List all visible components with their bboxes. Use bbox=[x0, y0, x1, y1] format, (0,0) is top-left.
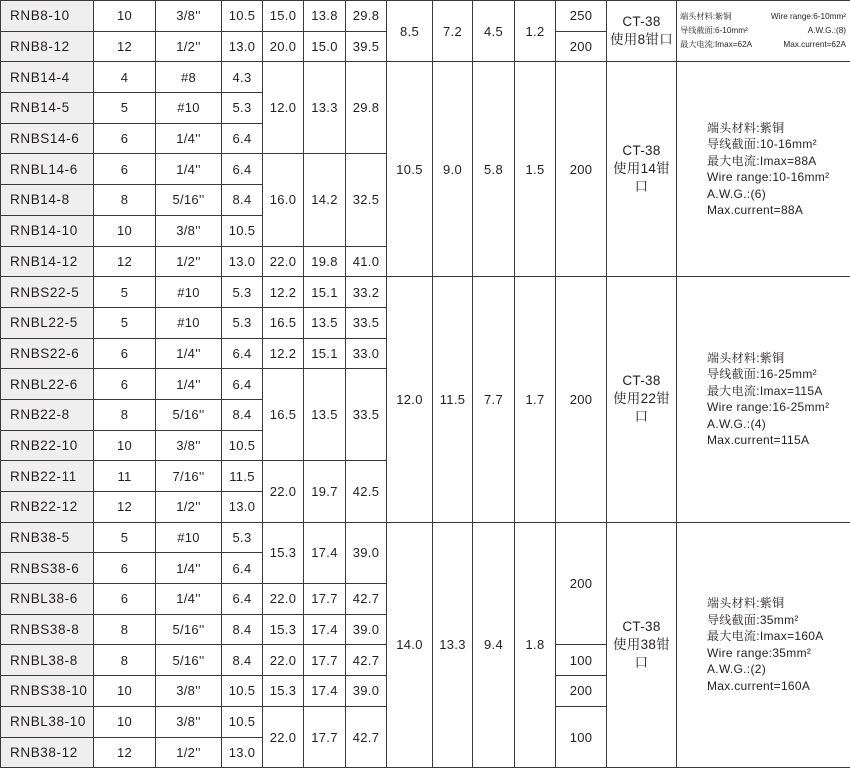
table-cell: 5 bbox=[94, 307, 156, 338]
table-cell: 10 bbox=[94, 676, 156, 707]
model-cell: RNBS22-6 bbox=[1, 338, 94, 369]
model-cell: RNBL38-8 bbox=[1, 645, 94, 676]
tool-jaw: 使用38钳口 bbox=[612, 636, 671, 670]
table-cell: 5/16'' bbox=[156, 645, 222, 676]
table-cell: 12 bbox=[94, 737, 156, 768]
table-cell: 33.2 bbox=[346, 277, 387, 308]
table-row bbox=[1, 522, 850, 553]
table-cell: 5/16'' bbox=[156, 399, 222, 430]
table-cell: 3/8'' bbox=[156, 215, 222, 246]
model-cell: RNB38-12 bbox=[1, 737, 94, 768]
table-cell: 5.3 bbox=[222, 307, 263, 338]
table-cell: 5 bbox=[94, 522, 156, 553]
table-row bbox=[1, 1, 850, 32]
table-cell: 17.7 bbox=[304, 645, 346, 676]
table-cell: 29.8 bbox=[346, 62, 387, 154]
table-cell: 6 bbox=[94, 369, 156, 400]
table-cell: 42.7 bbox=[346, 584, 387, 615]
note-imax: 最大电流:Imax=115A bbox=[707, 383, 823, 398]
table-cell: 6 bbox=[94, 154, 156, 185]
table-cell: 33.5 bbox=[346, 369, 387, 461]
table-cell: 22.0 bbox=[263, 246, 304, 277]
table-row bbox=[1, 277, 850, 308]
model-cell: RNB14-5 bbox=[1, 93, 94, 124]
table-cell: 15.0 bbox=[304, 31, 346, 62]
table-cell: 15.0 bbox=[263, 1, 304, 32]
table-cell: 10.5 bbox=[222, 676, 263, 707]
table-cell: 13.0 bbox=[222, 737, 263, 768]
table-cell: 33.0 bbox=[346, 338, 387, 369]
table-cell: 200 bbox=[556, 522, 607, 645]
table-cell: 8.4 bbox=[222, 614, 263, 645]
table-cell: 10 bbox=[94, 215, 156, 246]
table-cell: 5.8 bbox=[473, 62, 515, 277]
table-cell: 41.0 bbox=[346, 246, 387, 277]
table-cell: 11.5 bbox=[222, 461, 263, 492]
table-cell: 100 bbox=[556, 706, 607, 767]
table-cell: 42.7 bbox=[346, 706, 387, 767]
table-cell: #8 bbox=[156, 62, 222, 93]
table-cell: #10 bbox=[156, 93, 222, 124]
note-section: 导线截面:6-10mm² bbox=[680, 26, 748, 36]
note-imax: 最大电流:Imax=160A bbox=[707, 629, 824, 644]
table-cell: 8 bbox=[94, 185, 156, 216]
table-cell: 3/8'' bbox=[156, 1, 222, 32]
table-cell: 1.2 bbox=[515, 1, 556, 62]
tool-jaw: 使用14钳口 bbox=[612, 161, 671, 195]
model-cell: RNB14-8 bbox=[1, 185, 94, 216]
table-cell: 1/2'' bbox=[156, 246, 222, 277]
table-cell: 12.2 bbox=[263, 338, 304, 369]
table-cell: 13.3 bbox=[304, 62, 346, 154]
model-cell: RNBS38-10 bbox=[1, 676, 94, 707]
table-cell: 1/2'' bbox=[156, 737, 222, 768]
table-cell: 6 bbox=[94, 553, 156, 584]
table-cell: 14.0 bbox=[387, 522, 433, 768]
table-cell: 22.0 bbox=[263, 706, 304, 767]
table-cell: 1/4'' bbox=[156, 338, 222, 369]
table-cell: 9.0 bbox=[433, 62, 473, 277]
table-cell: 5/16'' bbox=[156, 185, 222, 216]
table-cell: 29.8 bbox=[346, 1, 387, 32]
table-cell: 7.2 bbox=[433, 1, 473, 62]
note-max-current: Max.current=160A bbox=[707, 678, 811, 693]
table-cell: 6.4 bbox=[222, 123, 263, 154]
model-cell: RNBS22-5 bbox=[1, 277, 94, 308]
tool-cell bbox=[607, 277, 677, 523]
table-cell: #10 bbox=[156, 522, 222, 553]
table-cell: 14.2 bbox=[304, 154, 346, 246]
table-cell: 17.4 bbox=[304, 614, 346, 645]
note-material: 端头材料:紫铜 bbox=[707, 596, 785, 611]
model-cell: RNB8-12 bbox=[1, 31, 94, 62]
model-cell: RNBL22-6 bbox=[1, 369, 94, 400]
table-cell: 200 bbox=[556, 277, 607, 523]
note-awg: A.W.G.:(8) bbox=[807, 26, 846, 36]
table-cell: 12.0 bbox=[387, 277, 433, 523]
table-cell: 15.3 bbox=[263, 614, 304, 645]
table-cell: 10.5 bbox=[222, 706, 263, 737]
model-cell: RNB8-10 bbox=[1, 1, 94, 32]
table-cell: 1/4'' bbox=[156, 553, 222, 584]
table-cell: 17.4 bbox=[304, 676, 346, 707]
model-cell: RNB22-8 bbox=[1, 399, 94, 430]
table-cell: 200 bbox=[556, 676, 607, 707]
table-cell: 13.0 bbox=[222, 492, 263, 523]
note-section: 导线截面:16-25mm² bbox=[707, 367, 817, 382]
table-cell: 6.4 bbox=[222, 338, 263, 369]
table-cell: 6.4 bbox=[222, 553, 263, 584]
note-cell bbox=[677, 277, 850, 523]
table-cell: 15.3 bbox=[263, 676, 304, 707]
table-cell: 1/4'' bbox=[156, 369, 222, 400]
model-cell: RNBS38-8 bbox=[1, 614, 94, 645]
table-cell: 1/2'' bbox=[156, 492, 222, 523]
tool-model: CT-38 bbox=[622, 143, 661, 159]
model-cell: RNB22-11 bbox=[1, 461, 94, 492]
note-cell bbox=[677, 62, 850, 277]
table-cell: 42.7 bbox=[346, 645, 387, 676]
note-wire-range: Wire range:10-16mm² bbox=[707, 170, 830, 185]
table-cell: 4.3 bbox=[222, 62, 263, 93]
note-imax: 最大电流:Imax=88A bbox=[707, 153, 817, 168]
table-cell: 13.8 bbox=[304, 1, 346, 32]
table-cell: 11.5 bbox=[433, 277, 473, 523]
table-cell: 13.5 bbox=[304, 369, 346, 461]
table-cell: 10.5 bbox=[222, 1, 263, 32]
table-cell: 6 bbox=[94, 123, 156, 154]
table-cell: 10.5 bbox=[387, 62, 433, 277]
table-cell: 10 bbox=[94, 430, 156, 461]
tool-cell bbox=[607, 522, 677, 768]
table-cell: 4 bbox=[94, 62, 156, 93]
table-cell: 7/16'' bbox=[156, 461, 222, 492]
note-awg: A.W.G.:(6) bbox=[707, 186, 767, 201]
table-cell: 42.5 bbox=[346, 461, 387, 522]
table-cell: 17.4 bbox=[304, 522, 346, 583]
note-max-current: Max.current=115A bbox=[707, 433, 810, 448]
table-cell: 10 bbox=[94, 706, 156, 737]
table-cell: 10.5 bbox=[222, 430, 263, 461]
table-row bbox=[1, 62, 850, 93]
note-wire-range: Wire range:16-25mm² bbox=[707, 400, 830, 415]
table-cell: 8.5 bbox=[387, 1, 433, 62]
note-max-current: Max.current=88A bbox=[707, 203, 804, 218]
tool-model: CT-38 bbox=[622, 14, 661, 30]
table-cell: 17.7 bbox=[304, 584, 346, 615]
table-cell: 33.5 bbox=[346, 307, 387, 338]
table-cell: 1/2'' bbox=[156, 31, 222, 62]
model-cell: RNBL38-6 bbox=[1, 584, 94, 615]
model-cell: RNBS14-6 bbox=[1, 123, 94, 154]
model-cell: RNBS38-6 bbox=[1, 553, 94, 584]
table-cell: 8 bbox=[94, 645, 156, 676]
model-cell: RNBL14-6 bbox=[1, 154, 94, 185]
table-cell: 19.8 bbox=[304, 246, 346, 277]
table-cell: 15.1 bbox=[304, 277, 346, 308]
table-cell: 100 bbox=[556, 645, 607, 676]
table-cell: 5 bbox=[94, 277, 156, 308]
table-cell: 39.0 bbox=[346, 676, 387, 707]
model-cell: RNB38-5 bbox=[1, 522, 94, 553]
table-cell: 11 bbox=[94, 461, 156, 492]
table-cell: 20.0 bbox=[263, 31, 304, 62]
table-cell: 12.2 bbox=[263, 277, 304, 308]
table-cell: 1.7 bbox=[515, 277, 556, 523]
table-cell: 13.0 bbox=[222, 246, 263, 277]
table-cell: 16.0 bbox=[263, 154, 304, 246]
note-max-current: Max.current=62A bbox=[783, 40, 846, 50]
table-cell: 12 bbox=[94, 31, 156, 62]
table-cell: 6 bbox=[94, 584, 156, 615]
model-cell: RNB22-12 bbox=[1, 492, 94, 523]
table-cell: 5 bbox=[94, 93, 156, 124]
table-cell: 32.5 bbox=[346, 154, 387, 246]
table-cell: 12.0 bbox=[263, 62, 304, 154]
note-section: 导线截面:35mm² bbox=[707, 612, 799, 627]
model-cell: RNBL22-5 bbox=[1, 307, 94, 338]
model-cell: RNB14-4 bbox=[1, 62, 94, 93]
model-cell: RNB14-12 bbox=[1, 246, 94, 277]
tool-cell bbox=[607, 1, 677, 62]
table-cell: 13.3 bbox=[433, 522, 473, 768]
table-cell: 12 bbox=[94, 492, 156, 523]
table-cell: 17.7 bbox=[304, 706, 346, 767]
note-material: 端头材料:紫铜 bbox=[707, 350, 785, 365]
table-cell: 10.5 bbox=[222, 215, 263, 246]
table-cell: 12 bbox=[94, 246, 156, 277]
table-cell: 15.1 bbox=[304, 338, 346, 369]
table-cell: 19.7 bbox=[304, 461, 346, 522]
table-cell: #10 bbox=[156, 307, 222, 338]
tool-jaw: 使用8钳口 bbox=[609, 32, 673, 48]
table-cell: 6.4 bbox=[222, 154, 263, 185]
table-cell: 22.0 bbox=[263, 461, 304, 522]
table-cell: 1.5 bbox=[515, 62, 556, 277]
table-cell: 5/16'' bbox=[156, 614, 222, 645]
note-material: 端头材料:紫铜 bbox=[680, 12, 732, 22]
table-cell: 3/8'' bbox=[156, 676, 222, 707]
table-cell: 200 bbox=[556, 62, 607, 277]
table-cell: 5.3 bbox=[222, 93, 263, 124]
table-cell: 1/4'' bbox=[156, 584, 222, 615]
table-cell: 9.4 bbox=[473, 522, 515, 768]
table-cell: 6 bbox=[94, 338, 156, 369]
note-section: 导线截面:10-16mm² bbox=[707, 137, 817, 152]
table-cell: 6.4 bbox=[222, 369, 263, 400]
table-cell: 8.4 bbox=[222, 399, 263, 430]
note-cell bbox=[677, 1, 850, 62]
table-cell: 8.4 bbox=[222, 645, 263, 676]
table-cell: 16.5 bbox=[263, 369, 304, 461]
table-cell: 39.0 bbox=[346, 614, 387, 645]
model-cell: RNB22-10 bbox=[1, 430, 94, 461]
table-cell: 3/8'' bbox=[156, 706, 222, 737]
model-cell: RNB14-10 bbox=[1, 215, 94, 246]
table-cell: 22.0 bbox=[263, 584, 304, 615]
note-wire-range: Wire range:6-10mm² bbox=[770, 12, 846, 22]
tool-model: CT-38 bbox=[622, 373, 661, 389]
table-cell: 10 bbox=[94, 1, 156, 32]
table-cell: 39.5 bbox=[346, 31, 387, 62]
table-cell: 22.0 bbox=[263, 645, 304, 676]
table-cell: 8.4 bbox=[222, 185, 263, 216]
table-cell: 1/4'' bbox=[156, 123, 222, 154]
table-cell: 15.3 bbox=[263, 522, 304, 583]
note-wire-range: Wire range:35mm² bbox=[707, 645, 812, 660]
table-cell: 4.5 bbox=[473, 1, 515, 62]
note-awg: A.W.G.:(4) bbox=[707, 416, 767, 431]
tool-jaw: 使用22钳口 bbox=[612, 391, 671, 425]
table-body bbox=[1, 1, 850, 768]
table-cell: 13.5 bbox=[304, 307, 346, 338]
table-cell: 39.0 bbox=[346, 522, 387, 583]
table-cell: 5.3 bbox=[222, 522, 263, 553]
table-cell: 6.4 bbox=[222, 584, 263, 615]
table-cell: 250 bbox=[556, 1, 607, 32]
table-cell: 5.3 bbox=[222, 277, 263, 308]
table-cell: 3/8'' bbox=[156, 430, 222, 461]
note-cell bbox=[677, 522, 850, 768]
note-material: 端头材料:紫铜 bbox=[707, 120, 785, 135]
note-awg: A.W.G.:(2) bbox=[707, 662, 767, 677]
table-cell: 200 bbox=[556, 31, 607, 62]
table-cell: 16.5 bbox=[263, 307, 304, 338]
table-cell: 8 bbox=[94, 399, 156, 430]
table-cell: 13.0 bbox=[222, 31, 263, 62]
table-cell: 7.7 bbox=[473, 277, 515, 523]
table-cell: #10 bbox=[156, 277, 222, 308]
table-cell: 1.8 bbox=[515, 522, 556, 768]
table-cell: 1/4'' bbox=[156, 154, 222, 185]
model-cell: RNBL38-10 bbox=[1, 706, 94, 737]
table-cell: 8 bbox=[94, 614, 156, 645]
tool-model: CT-38 bbox=[622, 618, 661, 634]
note-imax: 最大电流:Imax=62A bbox=[680, 40, 753, 50]
tool-cell bbox=[607, 62, 677, 277]
